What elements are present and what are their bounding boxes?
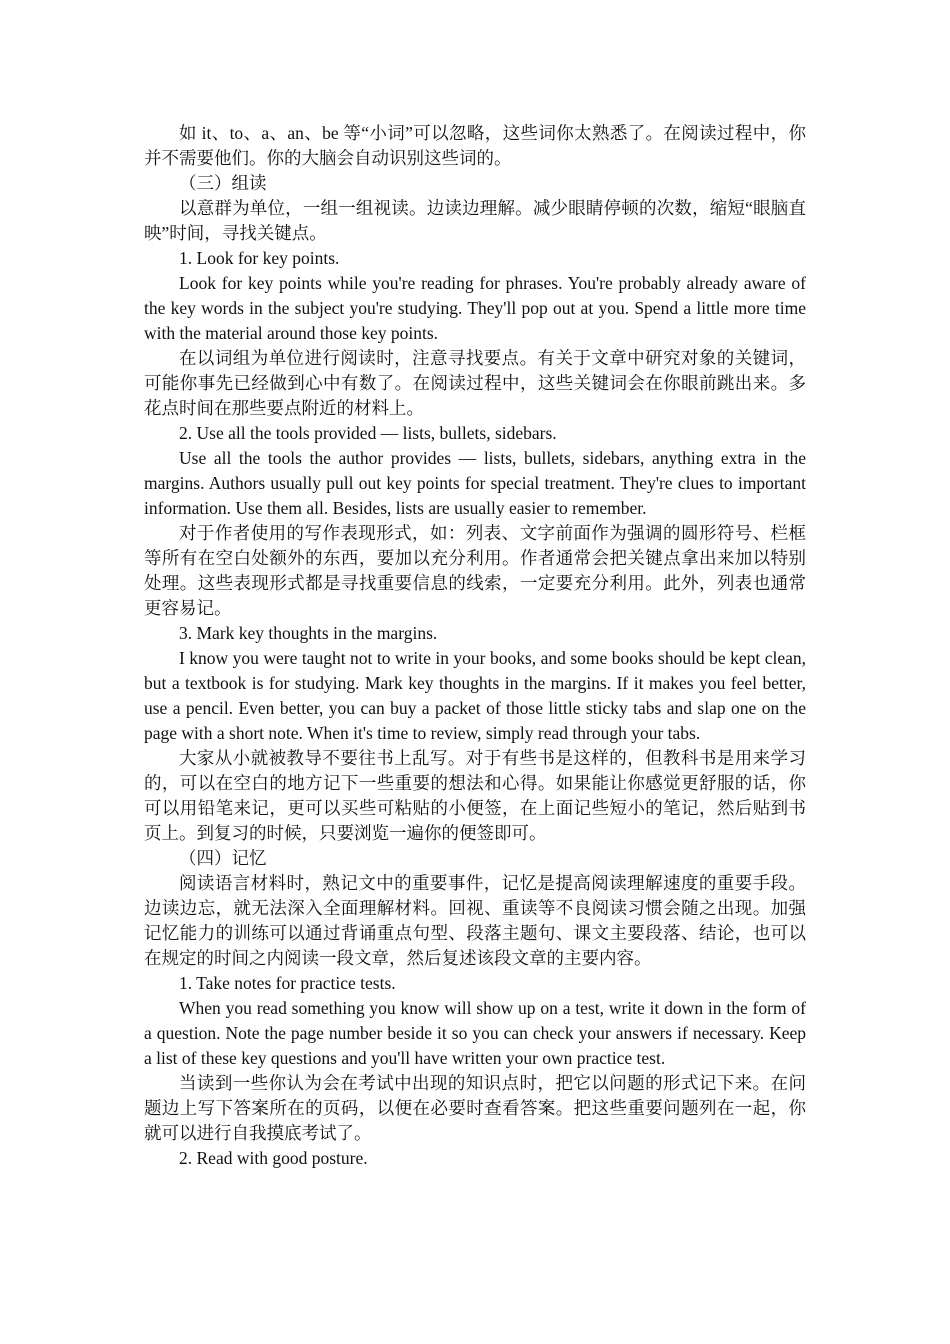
paragraph-mark-margins-zh: 大家从小就被教导不要往书上乱写。对于有些书是这样的，但教科书是用来学习的，可以在空白的地方记下一些重要的想法和心得。如果能让你感觉更舒服的话，你可以用铅笔来记，更可以买些可粘贴的小便签，在上面记些短小的笔记，然后贴到书页上。到复习的时候，只要浏览一遍你的便签即可。 bbox=[144, 748, 806, 843]
tip-heading-practice-tests: 1. Take notes for practice tests. bbox=[179, 973, 396, 993]
paragraph-group-reading-intro: 以意群为单位，一组一组视读。边读边理解。减少眼睛停顿的次数，缩短“眼脑直映”时间，寻找关键点。 bbox=[144, 198, 806, 243]
paragraph-memory-intro: 阅读语言材料时，熟记文中的重要事件，记忆是提高阅读理解速度的重要手段。边读边忘，就无法深入全面理解材料。回视、重读等不良阅读习惯会随之出现。加强记忆能力的训练可以通过背诵重点句型、段落主题句、课文主要段落、结论，也可以在规定的时间之内阅读一段文章，然后复述该段文章的主要内容。 bbox=[144, 873, 806, 968]
paragraph-mark-margins-en: I know you were taught not to write in your books, and some books should be kept clean, but a textbook is for studying. Mark key thoughts in the margins. If it makes you feel better, use a pencil. Even better, you can buy a packet of those little sticky tabs and slap one on the page with a short note. When it's time to review, simply read through your tabs. bbox=[144, 648, 806, 743]
tip-heading-key-points: 1. Look for key points. bbox=[179, 248, 340, 268]
document-body bbox=[144, 121, 806, 1171]
paragraph-practice-tests-zh: 当读到一些你认为会在考试中出现的知识点时，把它以问题的形式记下来。在问题边上写下答案所在的页码，以便在必要时查看答案。把这些重要问题列在一起，你就可以进行自我摸底考试了。 bbox=[144, 1073, 806, 1143]
paragraph-tools-zh: 对于作者使用的写作表现形式，如：列表、文字前面作为强调的圆形符号、栏框等所有在空白处额外的东西，要加以充分利用。作者通常会把关键点拿出来加以特别处理。这些表现形式都是寻找重要信息的线索，一定要充分利用。此外，列表也通常更容易记。 bbox=[144, 523, 806, 618]
tip-heading-tools: 2. Use all the tools provided — lists, bullets, sidebars. bbox=[179, 423, 557, 443]
paragraph-small-words: 如 it、to、a、an、be 等“小词”可以忽略，这些词你太熟悉了。在阅读过程中，你并不需要他们。你的大脑会自动识别这些词的。 bbox=[144, 123, 806, 168]
section-heading-group-reading: （三）组读 bbox=[179, 173, 267, 193]
tip-heading-mark-margins: 3. Mark key thoughts in the margins. bbox=[179, 623, 438, 643]
paragraph-tools-en: Use all the tools the author provides — lists, bullets, sidebars, anything extra in the margins. Authors usually pull out key points for special treatment. They're clues to important information. Use them all. Besides, lists are usually easier to remember. bbox=[144, 448, 806, 518]
paragraph-key-points-zh: 在以词组为单位进行阅读时，注意寻找要点。有关于文章中研究对象的关键词，可能你事先已经做到心中有数了。在阅读过程中，这些关键词会在你眼前跳出来。多花点时间在那些要点附近的材料上。 bbox=[144, 348, 806, 418]
tip-heading-posture: 2. Read with good posture. bbox=[179, 1148, 368, 1168]
section-heading-memory: （四）记忆 bbox=[179, 848, 267, 868]
paragraph-practice-tests-en: When you read something you know will show up on a test, write it down in the form of a question. Note the page number beside it so you can check your answers if necessary. Keep a list of these key questions and you'll have written your own practice test. bbox=[144, 998, 806, 1068]
paragraph-key-points-en: Look for key points while you're reading for phrases. You're probably already aware of the key words in the subject you're studying. They'll pop out at you. Spend a little more time with the material around those key points. bbox=[144, 273, 806, 343]
